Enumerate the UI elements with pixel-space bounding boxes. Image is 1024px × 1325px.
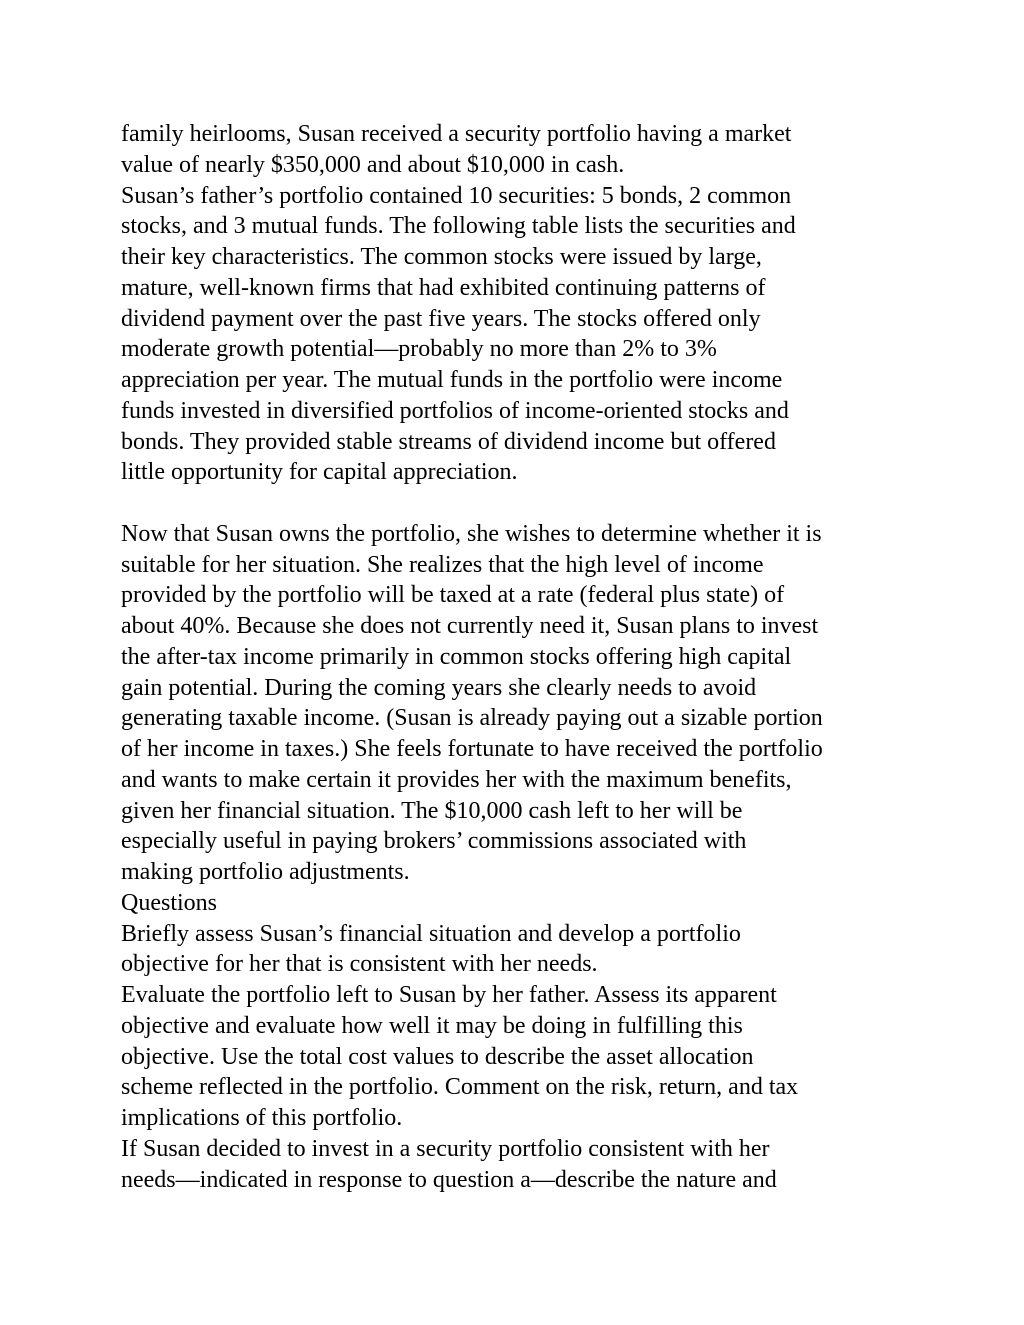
text-line: moderate growth potential—probably no more than 2% to 3% [121, 336, 717, 363]
text-line: implications of this portfolio. [121, 1105, 403, 1131]
text-line: gain potential. During the coming years she clearly needs to avoid [121, 674, 757, 701]
text-line: generating taxable income. (Susan is already paying out a sizable portion [121, 705, 823, 732]
text-line: especially useful in paying brokers’ commissions associated with [121, 828, 747, 855]
text-line: suitable for her situation. She realizes that the high level of income [121, 551, 764, 578]
text-line: bonds. They provided stable streams of dividend income but offered [121, 428, 776, 455]
text-line: Now that Susan owns the portfolio, she wishes to determine whether it is [121, 520, 822, 547]
text-line: objective and evaluate how well it may be doing in fulfilling this [121, 1012, 743, 1039]
text-line: scheme reflected in the portfolio. Comment on the risk, return, and tax [121, 1074, 799, 1101]
text-line: funds invested in diversified portfolios of income-oriented stocks and [121, 397, 789, 424]
text-line: making portfolio adjustments. [121, 859, 410, 885]
paragraph-spacer [121, 488, 921, 519]
text-line: given her financial situation. The $10,000 cash left to her will be [121, 797, 743, 824]
text-line: value of nearly $350,000 and about $10,000 in cash. [121, 151, 625, 178]
paragraph-inheritance [121, 119, 921, 181]
text-line: of her income in taxes.) She feels fortunate to have received the portfolio [121, 736, 823, 762]
text-line: Evaluate the portfolio left to Susan by her father. Assess its apparent [121, 982, 777, 1008]
questions-heading: Questions [121, 889, 217, 916]
text-line: objective. Use the total cost values to describe the asset allocation [121, 1043, 754, 1070]
text-line: provided by the portfolio will be taxed at a rate (federal plus state) of [121, 582, 785, 609]
paragraph-suitability [121, 519, 921, 888]
paragraph-portfolio-description [121, 181, 921, 489]
text-line: little opportunity for capital appreciation. [121, 459, 518, 486]
question-b [121, 980, 921, 1134]
text-line: dividend payment over the past five years. The stocks offered only [121, 305, 761, 332]
text-line: about 40%. Because she does not currently need it, Susan plans to invest [121, 613, 819, 639]
text-line: stocks, and 3 mutual funds. The following table lists the securities and [121, 213, 796, 240]
question-a [121, 919, 921, 981]
text-line: appreciation per year. The mutual funds in the portfolio were income [121, 367, 783, 393]
text-line: and wants to make certain it provides her with the maximum benefits, [121, 766, 792, 793]
text-line: Briefly assess Susan’s financial situation and develop a portfolio [121, 920, 741, 947]
text-line: needs—indicated in response to question a—describe the nature and [121, 1166, 777, 1193]
text-line: family heirlooms, Susan received a security portfolio having a market [121, 121, 792, 147]
text-line: the after-tax income primarily in common stocks offering high capital [121, 643, 792, 670]
text-line: their key characteristics. The common stocks were issued by large, [121, 244, 762, 270]
question-c [121, 1134, 921, 1196]
document-body [121, 119, 921, 1195]
text-line: Susan’s father’s portfolio contained 10 securities: 5 bonds, 2 common [121, 182, 792, 209]
text-line: objective for her that is consistent with her needs. [121, 951, 598, 978]
text-line: If Susan decided to invest in a security portfolio consistent with her [121, 1135, 770, 1162]
text-line: mature, well-known firms that had exhibited continuing patterns of [121, 274, 766, 301]
